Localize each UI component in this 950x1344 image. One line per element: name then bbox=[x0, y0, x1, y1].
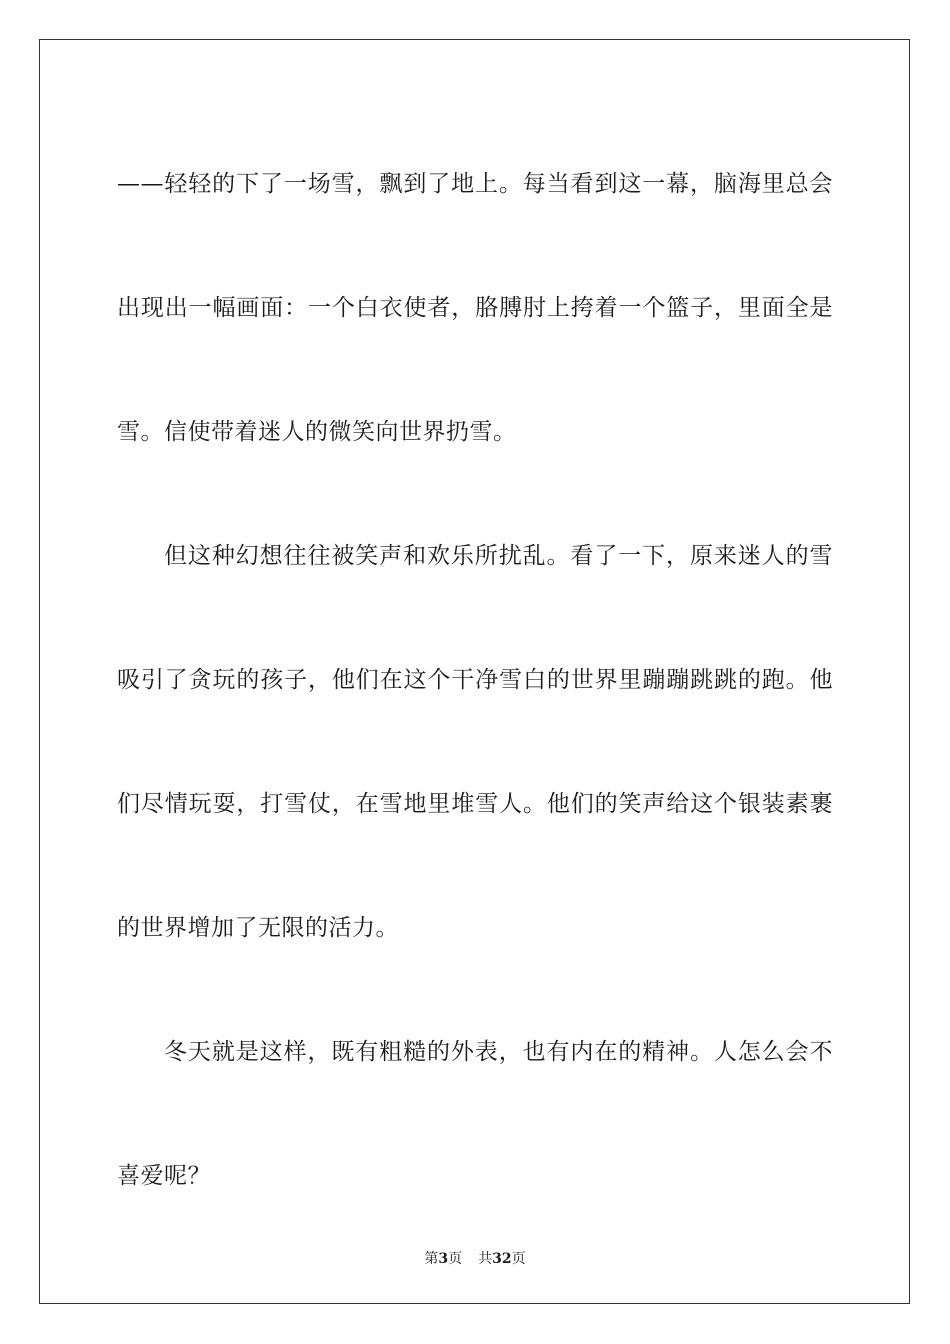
page-suffix: 页 bbox=[448, 1251, 463, 1267]
paragraph-1: ——轻轻的下了一场雪，飘到了地上。每当看到这一幕，脑海里总会出现出一幅画面：一个白衣使者，胳膊肘上挎着一个篮子，里面全是雪。信使带着迷人的微笑向世界扔雪。 bbox=[117, 171, 833, 445]
document-body bbox=[117, 122, 833, 1238]
page-prefix: 第 bbox=[424, 1251, 439, 1267]
paragraph-3: 冬天就是这样，既有粗糙的外表，也有内在的精神。人怎么会不喜爱呢？ bbox=[117, 1039, 833, 1189]
page-total: 32 bbox=[492, 1251, 512, 1267]
page-current: 3 bbox=[438, 1251, 449, 1267]
total-prefix: 共 bbox=[478, 1251, 493, 1267]
paragraph-2: 但这种幻想往往被笑声和欢乐所扰乱。看了一下，原来迷人的雪吸引了贪玩的孩子，他们在这个干净雪白的世界里蹦蹦跳跳的跑。他们尽情玩耍，打雪仗，在雪地里堆雪人。他们的笑声给这个银装素裹的世界增加了无限的活力。 bbox=[117, 543, 833, 941]
total-suffix: 页 bbox=[511, 1251, 526, 1267]
page-footer bbox=[0, 1248, 950, 1268]
